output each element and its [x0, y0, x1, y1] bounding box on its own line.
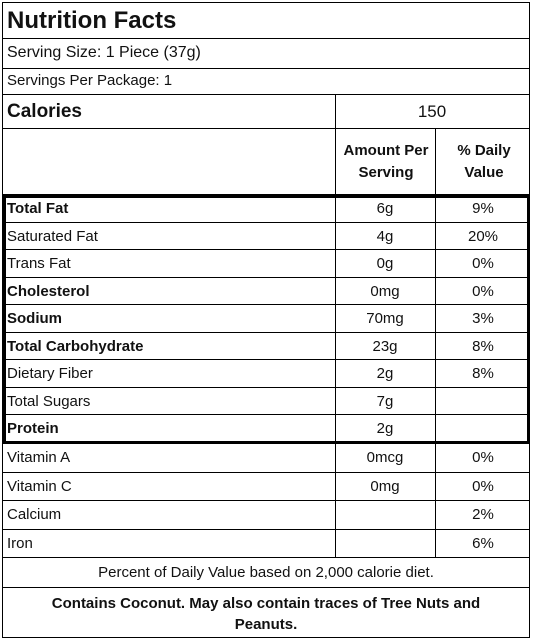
table-row	[3, 415, 529, 443]
nutrition-label	[2, 2, 530, 638]
nutrient-amount: 70mg	[366, 310, 404, 327]
table-row	[3, 473, 529, 502]
nutrient-daily-value: 8%	[472, 337, 494, 355]
nutrient-name: Protein	[7, 420, 59, 437]
allergen-statement: Contains Coconut. May also contain traces of Tree Nuts and Peanuts.	[51, 595, 481, 633]
servings-per-package-row	[3, 69, 529, 95]
nutrient-amount: 2g	[376, 365, 394, 382]
nutrient-amount: 4g	[376, 227, 394, 245]
nutrient-daily-value: 0%	[472, 449, 494, 466]
label-title: Nutrition Facts	[7, 7, 177, 34]
daily-value-header: % Daily Value	[457, 142, 511, 181]
table-row	[3, 305, 529, 333]
calories-value: 150	[417, 102, 447, 121]
nutrient-name: Saturated Fat	[7, 227, 98, 245]
nutrient-amount: 6g	[376, 200, 394, 217]
column-divider	[435, 129, 436, 195]
table-row	[3, 360, 529, 388]
nutrient-daily-value: 9%	[472, 200, 494, 217]
column-header-row	[3, 129, 529, 195]
table-row	[3, 388, 529, 416]
nutrient-name: Sodium	[7, 310, 62, 327]
table-row	[3, 501, 529, 530]
column-divider	[335, 501, 336, 530]
calories-row	[3, 95, 529, 129]
nutrient-name: Calcium	[7, 506, 62, 523]
table-row	[3, 444, 529, 473]
nutrient-name: Vitamin A	[7, 449, 71, 466]
table-row	[3, 195, 529, 223]
nutrient-daily-value: 20%	[467, 227, 499, 245]
nutrient-name: Vitamin C	[7, 477, 72, 495]
amount-per-serving-header: Amount Per Serving	[343, 142, 429, 181]
column-divider	[435, 415, 436, 443]
allergen-row	[3, 588, 529, 638]
nutrient-table	[3, 195, 529, 444]
serving-size-row	[3, 39, 529, 69]
calories-label: Calories	[7, 101, 82, 122]
serving-size: Serving Size: 1 Piece (37g)	[7, 44, 201, 61]
servings-per-package: Servings Per Package: 1	[7, 72, 173, 89]
nutrient-amount: 0mcg	[366, 449, 404, 466]
nutrient-name: Total Fat	[7, 200, 69, 217]
nutrient-name: Total Carbohydrate	[7, 337, 144, 355]
title-row	[3, 3, 529, 39]
nutrient-name: Total Sugars	[7, 392, 91, 410]
nutrient-name: Dietary Fiber	[7, 365, 93, 382]
nutrient-name: Cholesterol	[7, 282, 90, 300]
nutrient-amount: 7g	[376, 392, 394, 410]
column-divider	[335, 129, 336, 195]
nutrient-daily-value: 0%	[472, 255, 494, 272]
nutrient-daily-value: 3%	[472, 310, 494, 327]
nutrient-daily-value: 8%	[472, 365, 494, 382]
nutrient-daily-value: 6%	[472, 534, 494, 552]
table-row	[3, 333, 529, 361]
nutrient-name: Iron	[7, 534, 33, 552]
nutrient-daily-value: 0%	[472, 282, 494, 300]
table-row	[3, 278, 529, 306]
vitamin-table	[3, 444, 529, 558]
daily-value-footnote-row	[3, 558, 529, 588]
nutrient-name: Trans Fat	[7, 255, 71, 272]
column-divider	[435, 388, 436, 416]
nutrient-amount: 2g	[376, 420, 394, 437]
table-row	[3, 250, 529, 278]
column-divider	[335, 530, 336, 559]
nutrient-amount: 23g	[372, 337, 398, 355]
daily-value-footnote: Percent of Daily Value based on 2,000 calorie diet.	[98, 564, 434, 581]
nutrient-amount: 0mg	[370, 477, 400, 495]
table-row	[3, 530, 529, 559]
nutrient-daily-value: 0%	[472, 477, 494, 495]
nutrient-amount: 0mg	[370, 282, 400, 300]
table-row	[3, 223, 529, 251]
nutrient-daily-value: 2%	[472, 506, 494, 523]
nutrient-amount: 0g	[376, 255, 394, 272]
